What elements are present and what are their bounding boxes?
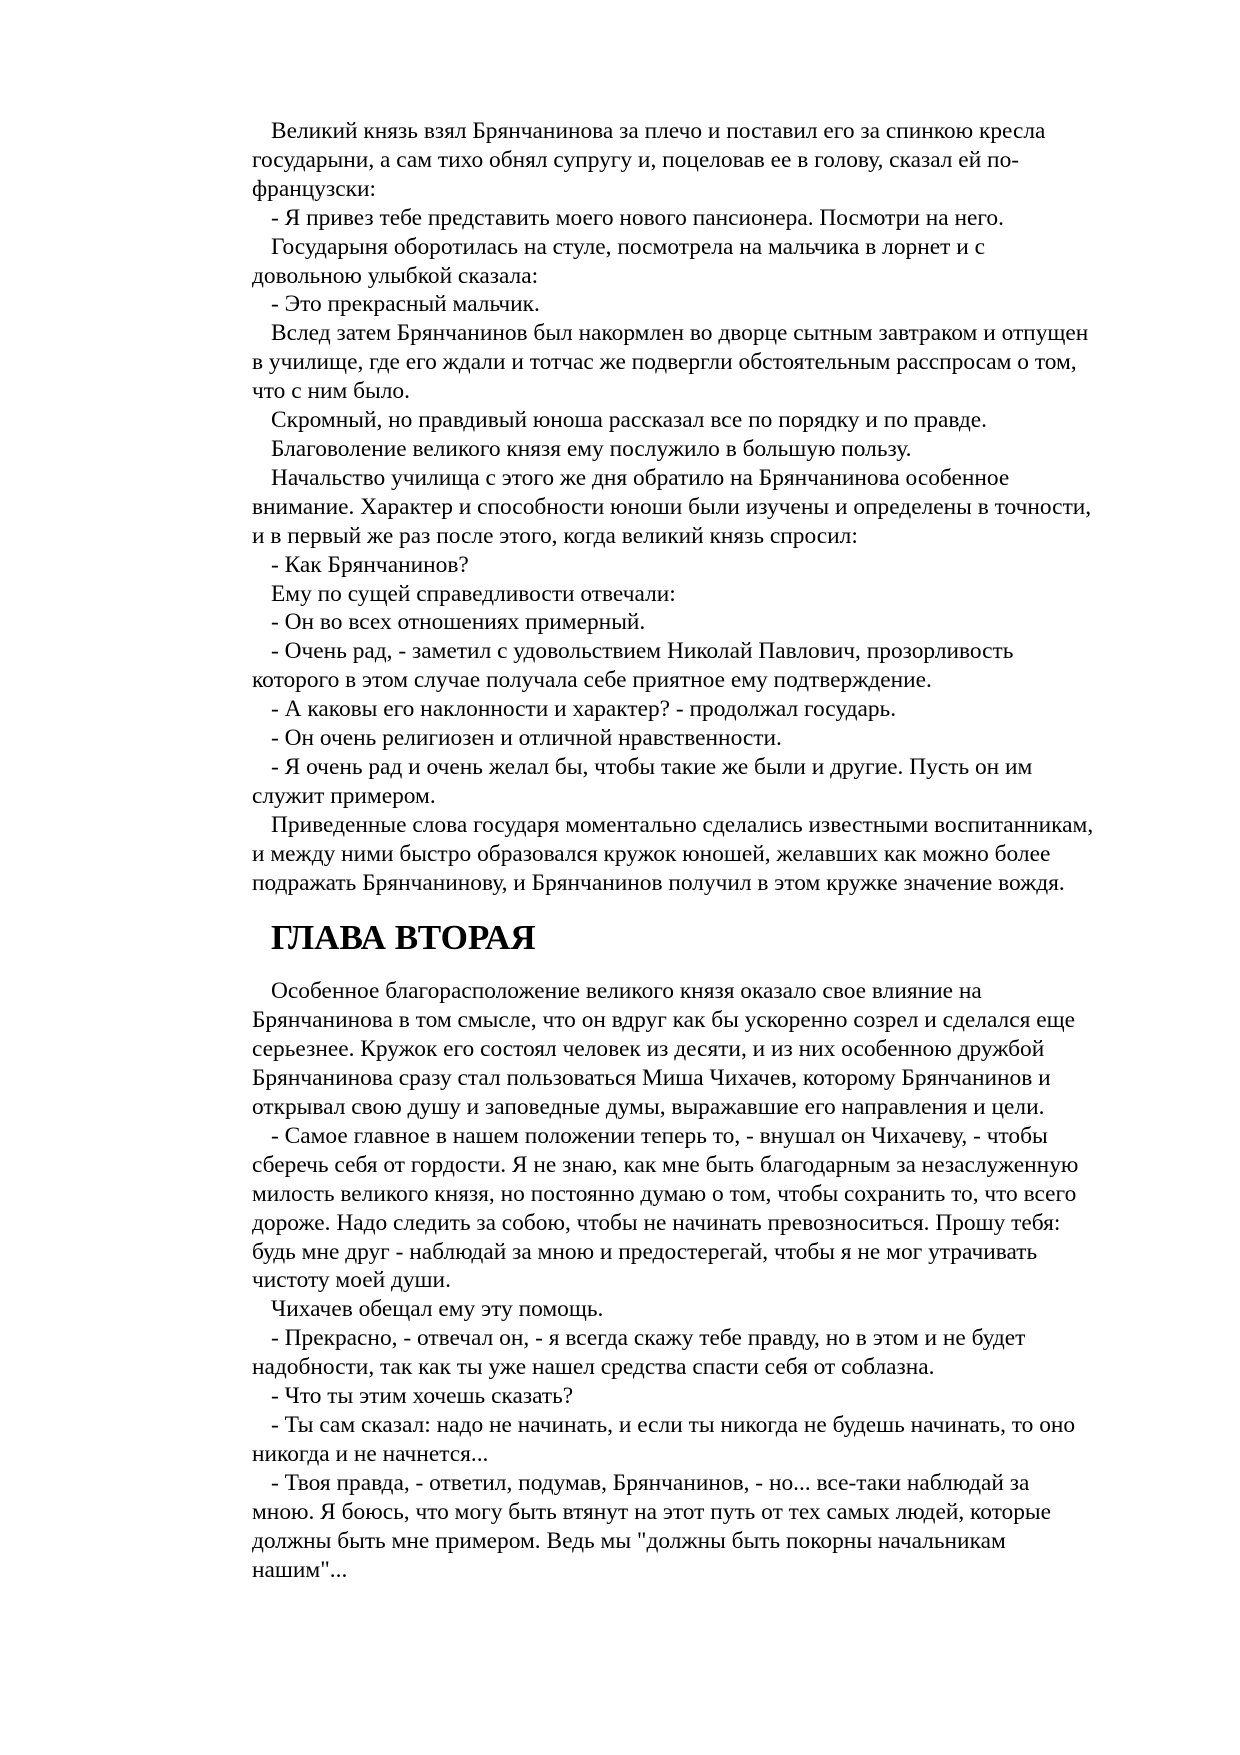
- section-2: [252, 977, 1152, 1584]
- paragraph: - Твоя правда, - ответил, подумав, Брянчанинов, - но... все-таки наблюдай за мною. Я боюсь, что могу быть втянут на этот путь от тех самых людей, которые должны быть мне примером. Ведь мы "должны быть покорны начальникам нашим"...: [252, 1469, 1052, 1583]
- paragraph: Чихачев обещал ему эту помощь.: [271, 1296, 604, 1323]
- section-1: [252, 117, 1152, 897]
- paragraph: - Я очень рад и очень желал бы, чтобы такие же были и другие. Пусть он им служит примером.: [252, 753, 1033, 809]
- paragraph: Вслед затем Брянчанинов был накормлен во дворце сытным завтраком и отпущен в училище, где его ждали и тотчас же подвергли обстоятельным расспросам о том, что с ним было.: [252, 320, 1089, 405]
- paragraph: - Он во всех отношениях примерный.: [271, 609, 646, 636]
- paragraph: - Я привез тебе представить моего нового пансионера. Посмотри на него.: [271, 204, 1004, 231]
- paragraph: Приведенные слова государя моментально сделались известными воспитанникам, и между ними быстро образовался кружок юношей, желавших как можно более подражать Брянчанинову, и Брянчанинов получил в этом кружке значение вождя.: [252, 811, 1094, 896]
- paragraph: Особенное благорасположение великого князя оказало свое влияние на Брянчанинова в том смысле, что он вдруг как бы ускоренно созрел и сделался еще серьезнее. Кружок его состоял человек из десяти, и из них особенною дружбой Брянчанинова сразу стал пользоваться Миша Чихачев, которому Брянчанинов и открывал свою душу и заповедные думы, выражавшие его направления и цели.: [252, 978, 1075, 1120]
- paragraph: Государыня оборотилась на стуле, посмотрела на мальчика в лорнет и с довольною улыбкой сказала:: [252, 233, 985, 289]
- paragraph: - Это прекрасный мальчик.: [271, 291, 540, 318]
- paragraph: Ему по сущей справедливости отвечали:: [271, 580, 676, 607]
- paragraph: Благоволение великого князя ему послужило в большую пользу.: [271, 435, 912, 462]
- paragraph: - Он очень религиозен и отличной нравственности.: [271, 725, 782, 752]
- paragraph: - Самое главное в нашем положении теперь то, - внушал он Чихачеву, - чтобы сберечь себя от гордости. Я не знаю, как мне быть благодарным за незаслуженную милость великого князя, но постоянно думаю о том, чтобы сохранить то, что всего дороже. Надо следить за собою, чтобы не начинать превозноситься. Прошу тебя: будь мне друг - наблюдай за мною и предостерегай, чтобы я не мог утрачивать чистоту моей души.: [252, 1122, 1079, 1294]
- chapter-title: ГЛАВА ВТОРАЯ: [271, 918, 536, 958]
- paragraph: Скромный, но правдивый юноша рассказал все по порядку и по правде.: [271, 407, 987, 434]
- paragraph: - Как Брянчанинов?: [271, 551, 469, 578]
- text-block: [252, 117, 1152, 1584]
- paragraph: - Что ты этим хочешь сказать?: [271, 1383, 574, 1410]
- paragraph: Начальство училища с этого же дня обратило на Брянчанинова особенное внимание. Характер и способности юноши были изучены и определены в точности, и в первый же раз после этого, когда великий князь спросил:: [252, 464, 1092, 549]
- paragraph: - Прекрасно, - отвечал он, - я всегда скажу тебе правду, но в этом и не будет надобности, так как ты уже нашел средства спасти себя от соблазна.: [252, 1325, 1026, 1381]
- paragraph: Великий князь взял Брянчанинова за плечо и поставил его за спинкою кресла государыни, а сам тихо обнял супругу и, поцеловав ее в голову, сказал ей по- французски:: [252, 118, 1046, 202]
- paragraph: - Ты сам сказал: надо не начинать, и если ты никогда не будешь начинать, то оно никогда и не начнется...: [252, 1411, 1076, 1467]
- paragraph: - Очень рад, - заметил с удовольствием Николай Павлович, прозорливость которого в этом случае получала себе приятное ему подтверждение.: [252, 638, 1014, 694]
- paragraph: - А каковы его наклонности и характер? - продолжал государь.: [271, 696, 897, 723]
